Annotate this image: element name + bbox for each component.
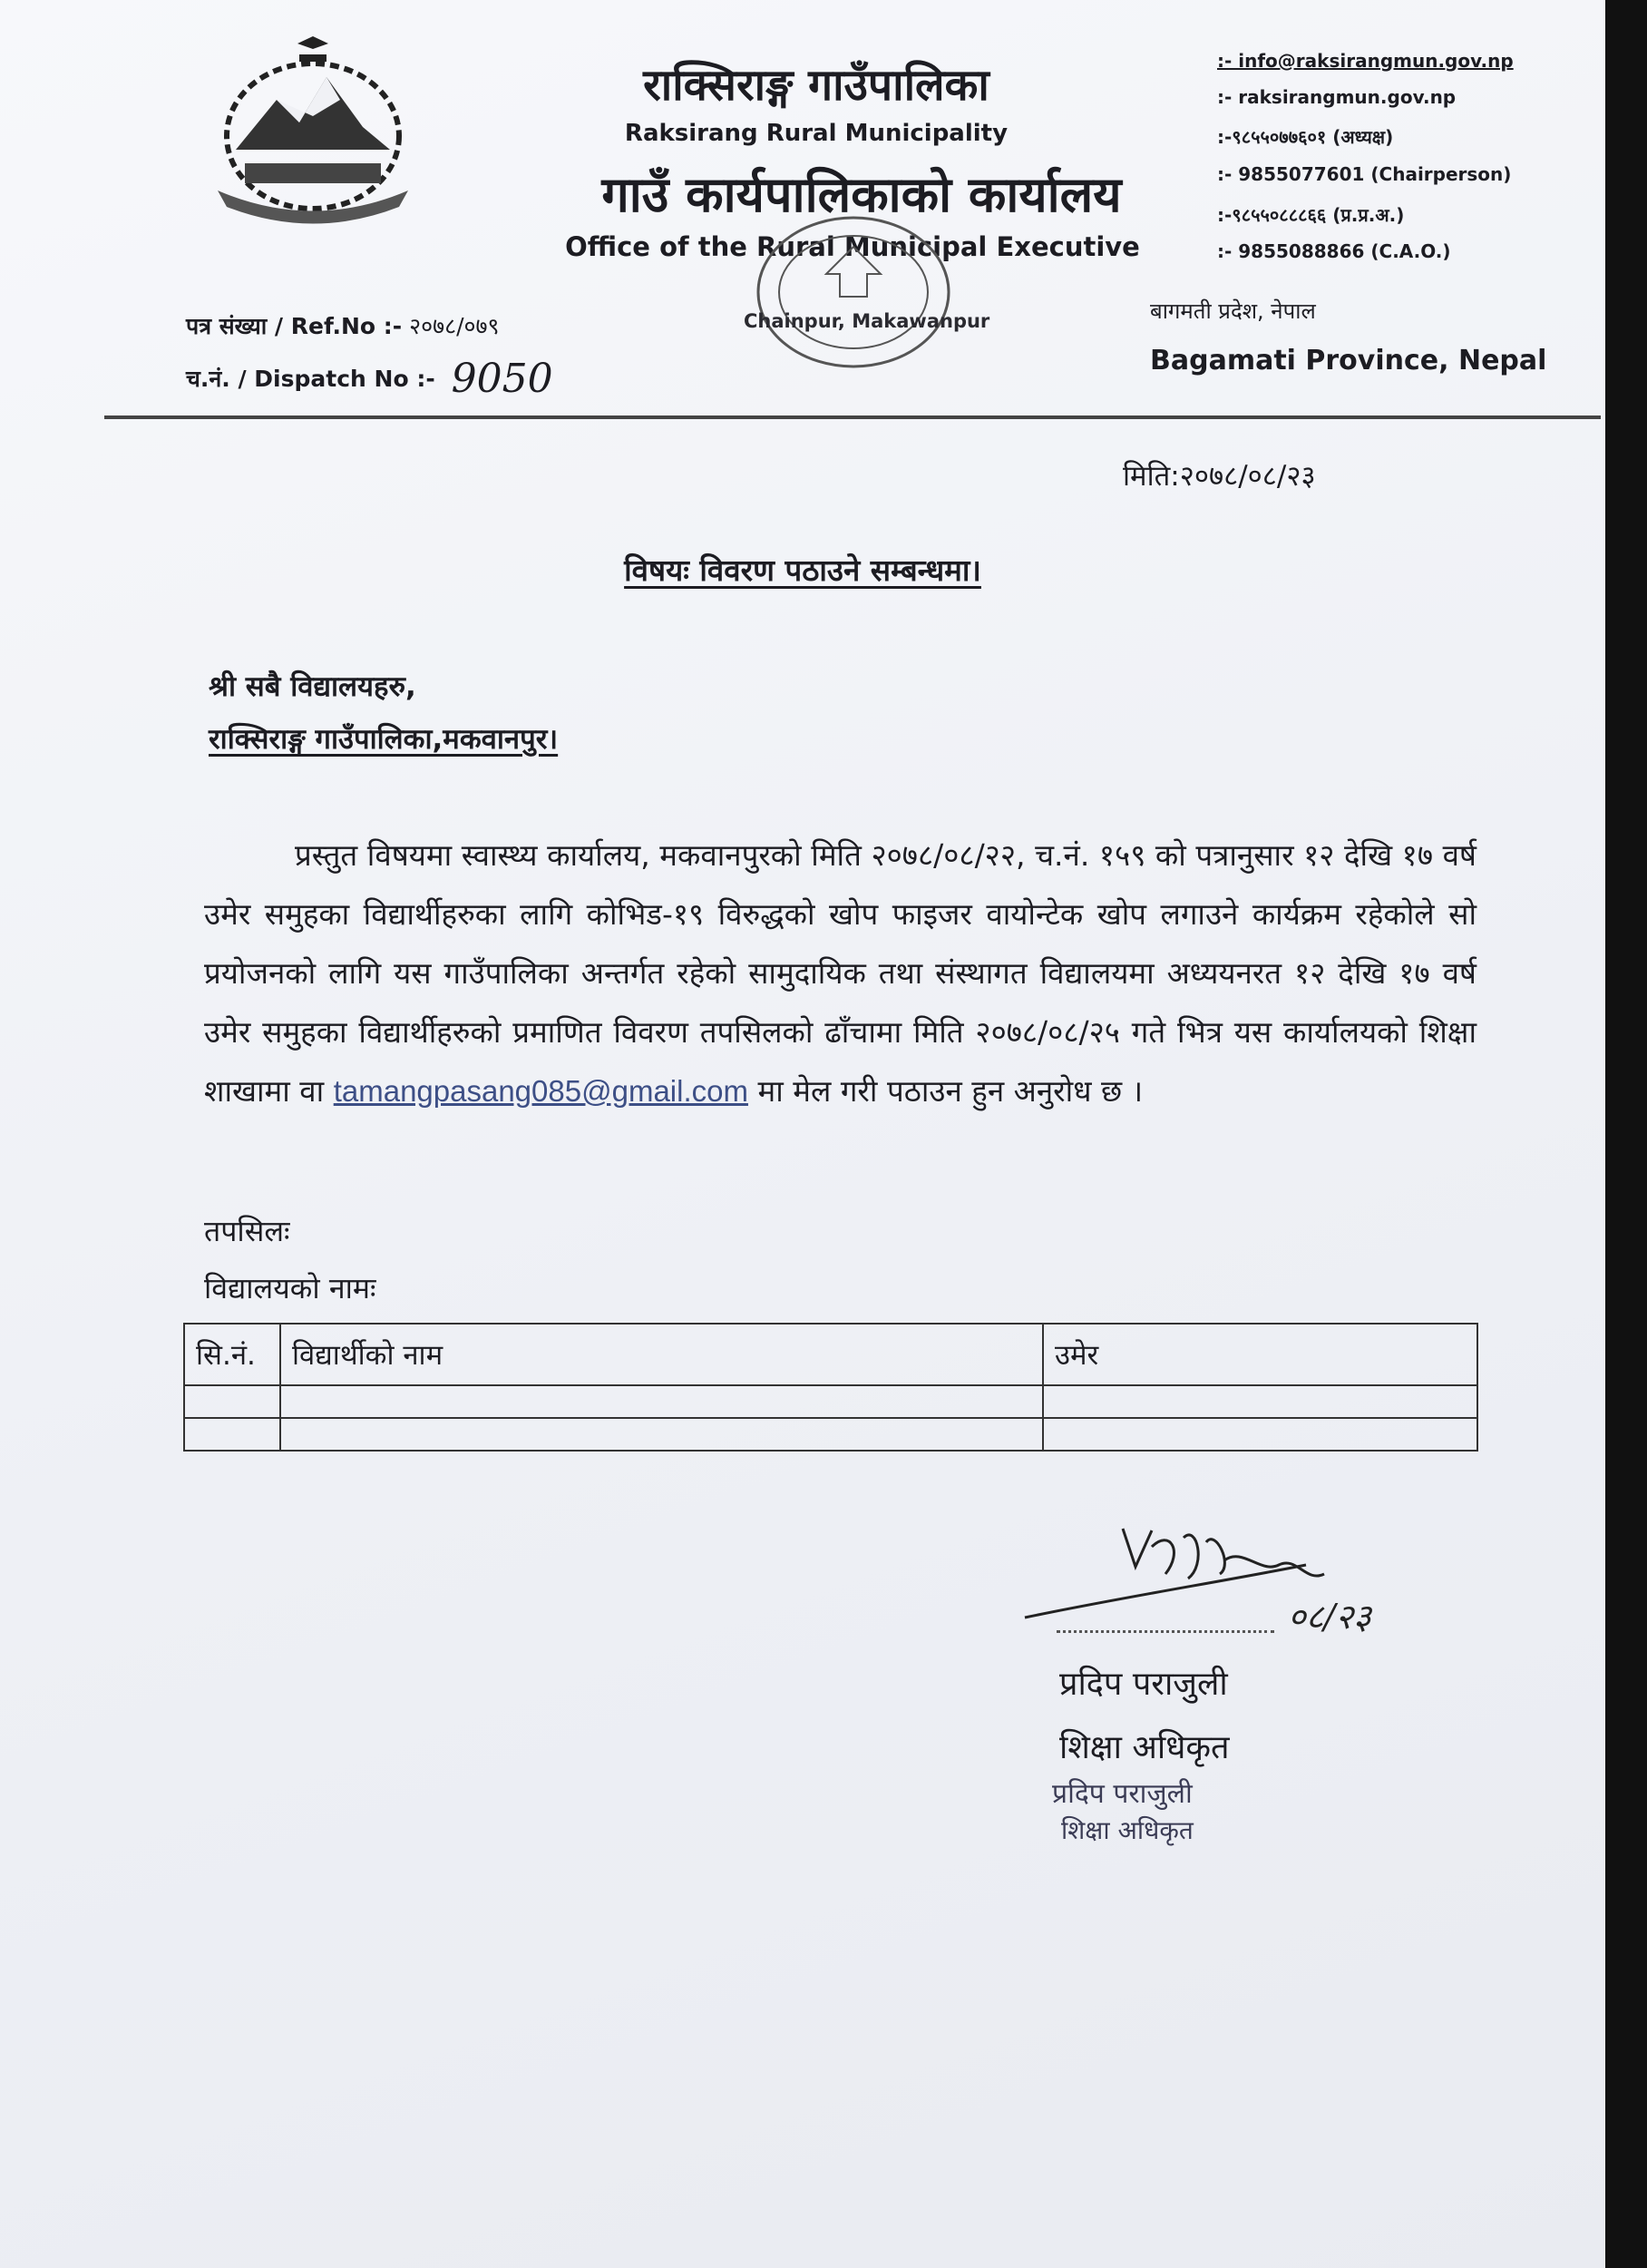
signatory-title: शिक्षा अधिकृत — [1059, 1729, 1230, 1766]
contact-email: :- info@raksirangmun.gov.np — [1217, 50, 1514, 72]
table-cell — [280, 1385, 1043, 1418]
letter-date: मिति:२०७८/०८/२३ — [1123, 460, 1316, 493]
province-en: Bagamati Province, Nepal — [1150, 345, 1547, 376]
school-name-label: विद्यालयको नामः — [204, 1271, 376, 1305]
municipality-title-np: राक्सिराङ्ग गाउँपालिका — [643, 60, 989, 111]
ref-label: पत्र संख्या / Ref.No :- — [186, 313, 403, 339]
ref-value: २०७८/०७९ — [409, 313, 500, 339]
table-row — [184, 1385, 1477, 1418]
tapasil-label: तपसिलः — [204, 1214, 290, 1248]
table-cell — [1043, 1385, 1477, 1418]
dispatch-number — [186, 356, 553, 402]
table-row — [184, 1418, 1477, 1451]
handwritten-signature-icon — [1016, 1510, 1442, 1647]
addressee-line-1: श्री सबै विद्यालयहरु, — [209, 670, 416, 703]
letter-body — [204, 826, 1476, 1120]
addressee-line-2: राक्सिराङ्ग गाउँपालिका,मकवानपुर। — [209, 723, 559, 756]
body-part-1: प्रस्तुत विषयमा स्वास्थ्य कार्यालय, मकवानपुरको मिति २०७८/०८/२२, च.नं. १५९ को पत्रानुसार १२ देखि १७ वर्ष उमेर समुहका विद्यार्थीहरुका लागि कोभिड-१९ विरुद्धको खोप फाइजर वायोन्टेक खोप लगाउने कार्यक्रम रहेकोले सो प्रयोजनको लागि यस गाउँपालिका अन्तर्गत रहेको सामुदायिक तथा संस्थागत विद्यालयमा अध्ययनरत १२ देखि १७ वर्ष उमेर समुहका विद्यार्थीहरुको प्रमाणित विवरण तपसिलको ढाँचामा मिति २०७८/०८/२५ गते भित्र यस कार्यालयको शिक्षा शाखामा वा — [204, 837, 1476, 1109]
dispatch-value: 9050 — [451, 356, 553, 402]
contact-chairperson-en: :- 9855077601 (Chairperson) — [1217, 163, 1512, 185]
office-title-en: Office of the Rural Municipal Executive — [565, 231, 1140, 262]
table-cell — [1043, 1418, 1477, 1451]
municipality-title-en: Raksirang Rural Municipality — [624, 120, 1009, 147]
col-age: उमेर — [1043, 1324, 1477, 1385]
col-student-name: विद्यार्थीको नाम — [280, 1324, 1043, 1385]
subject-text: विषयः विवरण पठाउने सम्बन्धमा। — [624, 552, 981, 588]
signature-dotted-line — [1057, 1630, 1274, 1633]
table-cell — [280, 1418, 1043, 1451]
stamp-location: Chainpur, Makawanpur — [744, 310, 990, 332]
col-serial: सि.नं. — [184, 1324, 280, 1385]
dispatch-label: च.नं. / Dispatch No :- — [186, 366, 435, 392]
header-divider — [104, 415, 1601, 419]
letter-subject — [0, 549, 1605, 590]
signatory-name: प्रदिप पराजुली — [1059, 1666, 1228, 1703]
scan-border — [1605, 0, 1647, 2268]
contact-cao-np: :-९८५५०८८८६६ (प्र.प्र.अ.) — [1217, 204, 1405, 226]
table-header-row — [184, 1324, 1477, 1385]
reference-number — [186, 310, 500, 341]
title-stamp: शिक्षा अधिकृत — [1061, 1815, 1194, 1845]
contact-website: :- raksirangmun.gov.np — [1217, 86, 1457, 108]
table-cell — [184, 1418, 280, 1451]
nepal-emblem-icon — [190, 36, 435, 227]
province-np: बागमती प्रदेश, नेपाल — [1150, 298, 1316, 324]
signature-date: ०८/२३ — [1288, 1597, 1371, 1637]
email-link[interactable]: tamangpasang085@gmail.com — [333, 1074, 748, 1108]
contact-cao-en: :- 9855088866 (C.A.O.) — [1217, 240, 1451, 262]
office-title-np: गाउँ कार्यपालिकाको कार्यालय — [601, 166, 1122, 223]
table-cell — [184, 1385, 280, 1418]
office-stamp-icon — [749, 210, 958, 374]
name-stamp: प्रदिप पराजुली — [1052, 1778, 1193, 1810]
student-table — [183, 1323, 1478, 1452]
contact-chairperson-np: :-९८५५०७७६०१ (अध्यक्ष) — [1217, 126, 1394, 148]
body-part-2: मा मेल गरी पठाउन हुन अनुरोध छ । — [757, 1073, 1144, 1109]
